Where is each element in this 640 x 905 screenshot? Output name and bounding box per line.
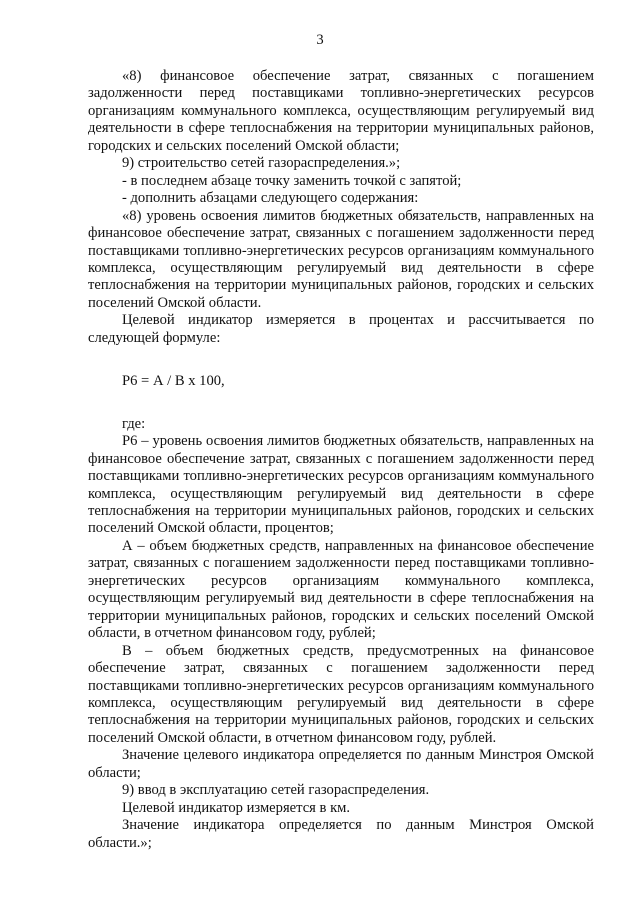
- formula: Р6 = А / В х 100,: [122, 373, 225, 390]
- paragraph-replace-period: - в последнем абзаце точку заменить точкой с запятой;: [122, 172, 462, 189]
- definition-a: А – объем бюджетных средств, направленных на финансовое обеспечение затрат, связанных с погашением задолженности перед поставщиками топливно-энергетических ресурсов организациям коммунального комплекса, осуществляющим регулируемый вид деятельности в сфере теплоснабжения на территории муниципальных районов, городских и сельских поселений Омской области, в отчетном финансовом году, рублей;: [88, 537, 594, 642]
- where-label: где:: [122, 415, 146, 432]
- paragraph-add-clauses: - дополнить абзацами следующего содержания:: [122, 190, 419, 207]
- definition-p6: Р6 – уровень освоения лимитов бюджетных обязательств, направленных на финансовое обеспечение затрат, связанных с погашением задолженности перед поставщиками топливно-энергетических ресурсов организациям коммунального комплекса, осуществляющим регулируемый вид деятельности в сфере теплоснабжения на территории муниципальных районов, городских и сельских поселений Омской области, процентов;: [88, 433, 594, 537]
- paragraph-item-9-commissioning: 9) ввод в эксплуатацию сетей газораспределения.: [122, 782, 430, 799]
- definition-b: В – объем бюджетных средств, предусмотренных на финансовое обеспечение затрат, связанных с погашением задолженности перед поставщиками топливно-энергетических ресурсов организациям коммунального комплекса, осуществляющим регулируемый вид деятельности в сфере теплоснабжения на территории муниципальных районов, городских и сельских поселений Омской области, в отчетном финансовом году, рублей.: [88, 642, 594, 746]
- paragraph-item-9-construction: 9) строительство сетей газораспределения.»;: [122, 155, 401, 172]
- paragraph-indicator-formula-intro: Целевой индикатор измеряется в процентах и рассчитывается по следующей формуле:: [88, 312, 594, 346]
- paragraph-item-8-financing: «8) финансовое обеспечение затрат, связанных с погашением задолженности перед поставщиками топливно-энергетических ресурсов организациям коммунального комплекса, осуществляющим регулируемый вид деятельности в сфере теплоснабжения на территории муниципальных районов, городских и сельских поселений Омской области;: [88, 68, 594, 154]
- paragraph-indicator-source-final: Значение индикатора определяется по данным Минстроя Омской области.»;: [88, 817, 594, 851]
- paragraph-indicator-8: «8) уровень освоения лимитов бюджетных обязательств, направленных на финансовое обеспечение затрат, связанных с погашением задолженности перед поставщиками топливно-энергетических ресурсов организациям коммунального комплекса, осуществляющим регулируемый вид деятельности в сфере теплоснабжения на территории муниципальных районов, городских и сельских поселений Омской области.: [88, 207, 594, 311]
- paragraph-indicator-unit: Целевой индикатор измеряется в км.: [122, 799, 351, 816]
- page-number: 3: [316, 32, 324, 48]
- document-body: [88, 68, 594, 852]
- paragraph-indicator-source: Значение целевого индикатора определяется по данным Минстроя Омской области;: [88, 747, 594, 781]
